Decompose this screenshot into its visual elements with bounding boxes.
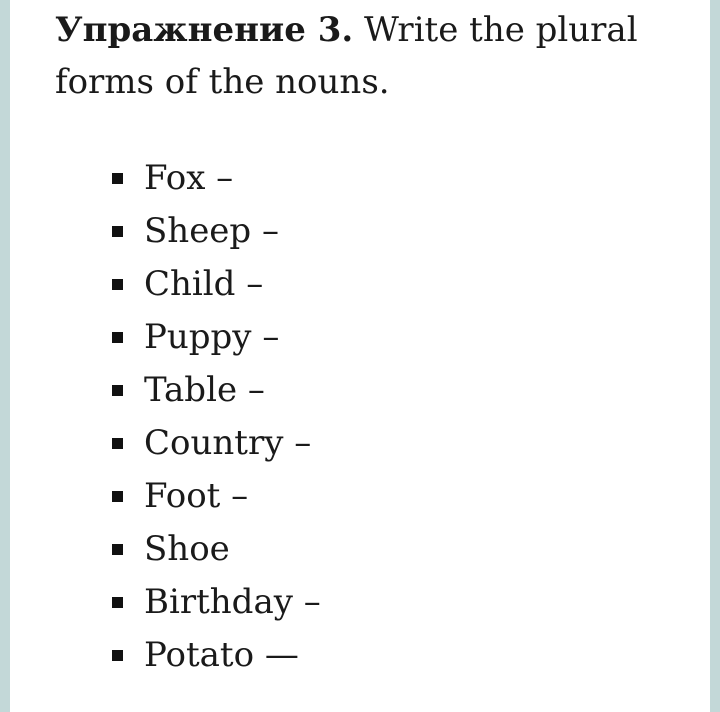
- list-item: [110, 523, 321, 576]
- exercise-heading: [55, 4, 675, 108]
- noun-text: Fox –: [144, 158, 234, 198]
- bullet-icon: [112, 544, 123, 555]
- list-item: [110, 576, 321, 629]
- bullet-icon: [112, 173, 123, 184]
- bullet-icon: [112, 279, 123, 290]
- noun-text: Shoe: [144, 529, 230, 569]
- list-item: [110, 311, 321, 364]
- noun-text: Puppy –: [144, 317, 280, 357]
- noun-text: Sheep –: [144, 211, 280, 251]
- bullet-icon: [112, 438, 123, 449]
- noun-text: Country –: [144, 423, 312, 463]
- bullet-icon: [112, 597, 123, 608]
- document-page: [10, 0, 710, 712]
- exercise-title: Упражнение 3.: [55, 10, 354, 50]
- list-item: [110, 205, 321, 258]
- list-item: [110, 417, 321, 470]
- bullet-icon: [112, 650, 123, 661]
- list-item: [110, 152, 321, 205]
- noun-text: Foot –: [144, 476, 249, 516]
- bullet-icon: [112, 332, 123, 343]
- list-item: [110, 629, 321, 682]
- bullet-icon: [112, 491, 123, 502]
- bullet-icon: [112, 226, 123, 237]
- exercise-instruction: Write the plural forms of the nouns.: [55, 10, 638, 102]
- list-item: [110, 470, 321, 523]
- noun-text: Table –: [144, 370, 265, 410]
- noun-text: Birthday –: [144, 582, 321, 622]
- noun-list: [110, 152, 321, 682]
- list-item: [110, 258, 321, 311]
- noun-text: Child –: [144, 264, 264, 304]
- bullet-icon: [112, 385, 123, 396]
- noun-text: Potato —: [144, 635, 299, 675]
- list-item: [110, 364, 321, 417]
